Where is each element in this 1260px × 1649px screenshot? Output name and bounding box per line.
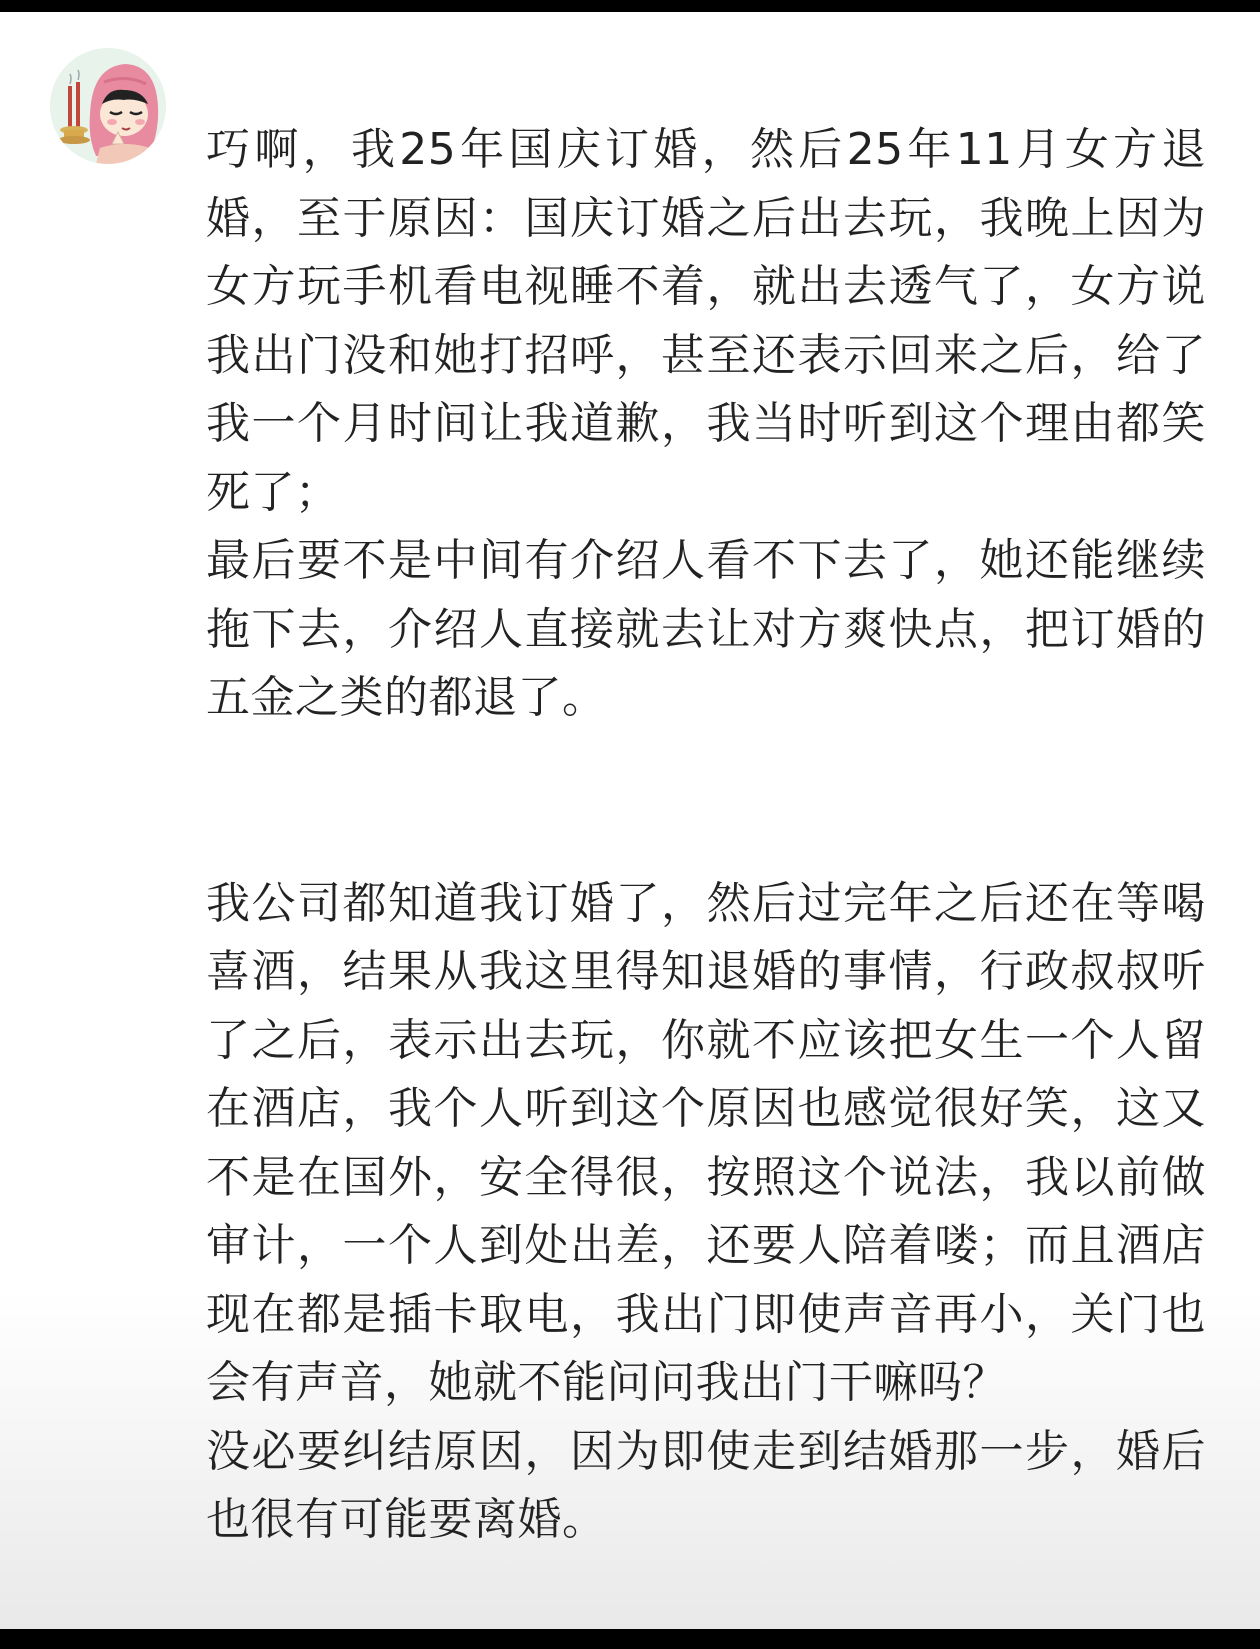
- comment-paragraph: 没必要纠结原因，因为即使走到结婚那一步，婚后也很有可能要离婚。: [206, 1425, 1206, 1545]
- comment-paragraph: 最后要不是中间有介绍人看不下去了，她还能继续拖下去，介绍人直接就去让对方爽快点，把订婚的五金之类的都退了。: [206, 535, 1206, 723]
- comment-paragraph: 巧啊，我25年国庆订婚，然后25年11月女方退婚，至于原因：国庆订婚之后出去玩，我晚上因为女方玩手机看电视睡不着，就出去透气了，女方说我出门没和她打招呼，甚至还表示回来之后，给了我一个月时间让我道歉，我当时听到这个理由都笑死了；: [206, 124, 1206, 518]
- comment-paragraph: 我公司都知道我订婚了，然后过完年之后还在等喝喜酒，结果从我这里得知退婚的事情，行政叔叔听了之后，表示出去玩，你就不应该把女生一个人留在酒店，我个人听到这个原因也感觉很好笑，这又不是在国外，安全得很，按照这个说法，我以前做审计，一个人到处出差，还要人陪着喽；而且酒店现在都是插卡取电，我出门即使声音再小，关门也会有声音，她就不能问问我出门干嘛吗？: [206, 877, 1206, 1408]
- cartoon-girl-praying-avatar-icon: [50, 48, 166, 164]
- comment-body: [206, 116, 1206, 1555]
- user-avatar[interactable]: [50, 48, 166, 164]
- paragraph-gap: [206, 733, 1206, 870]
- comment-screen: [0, 12, 1260, 1629]
